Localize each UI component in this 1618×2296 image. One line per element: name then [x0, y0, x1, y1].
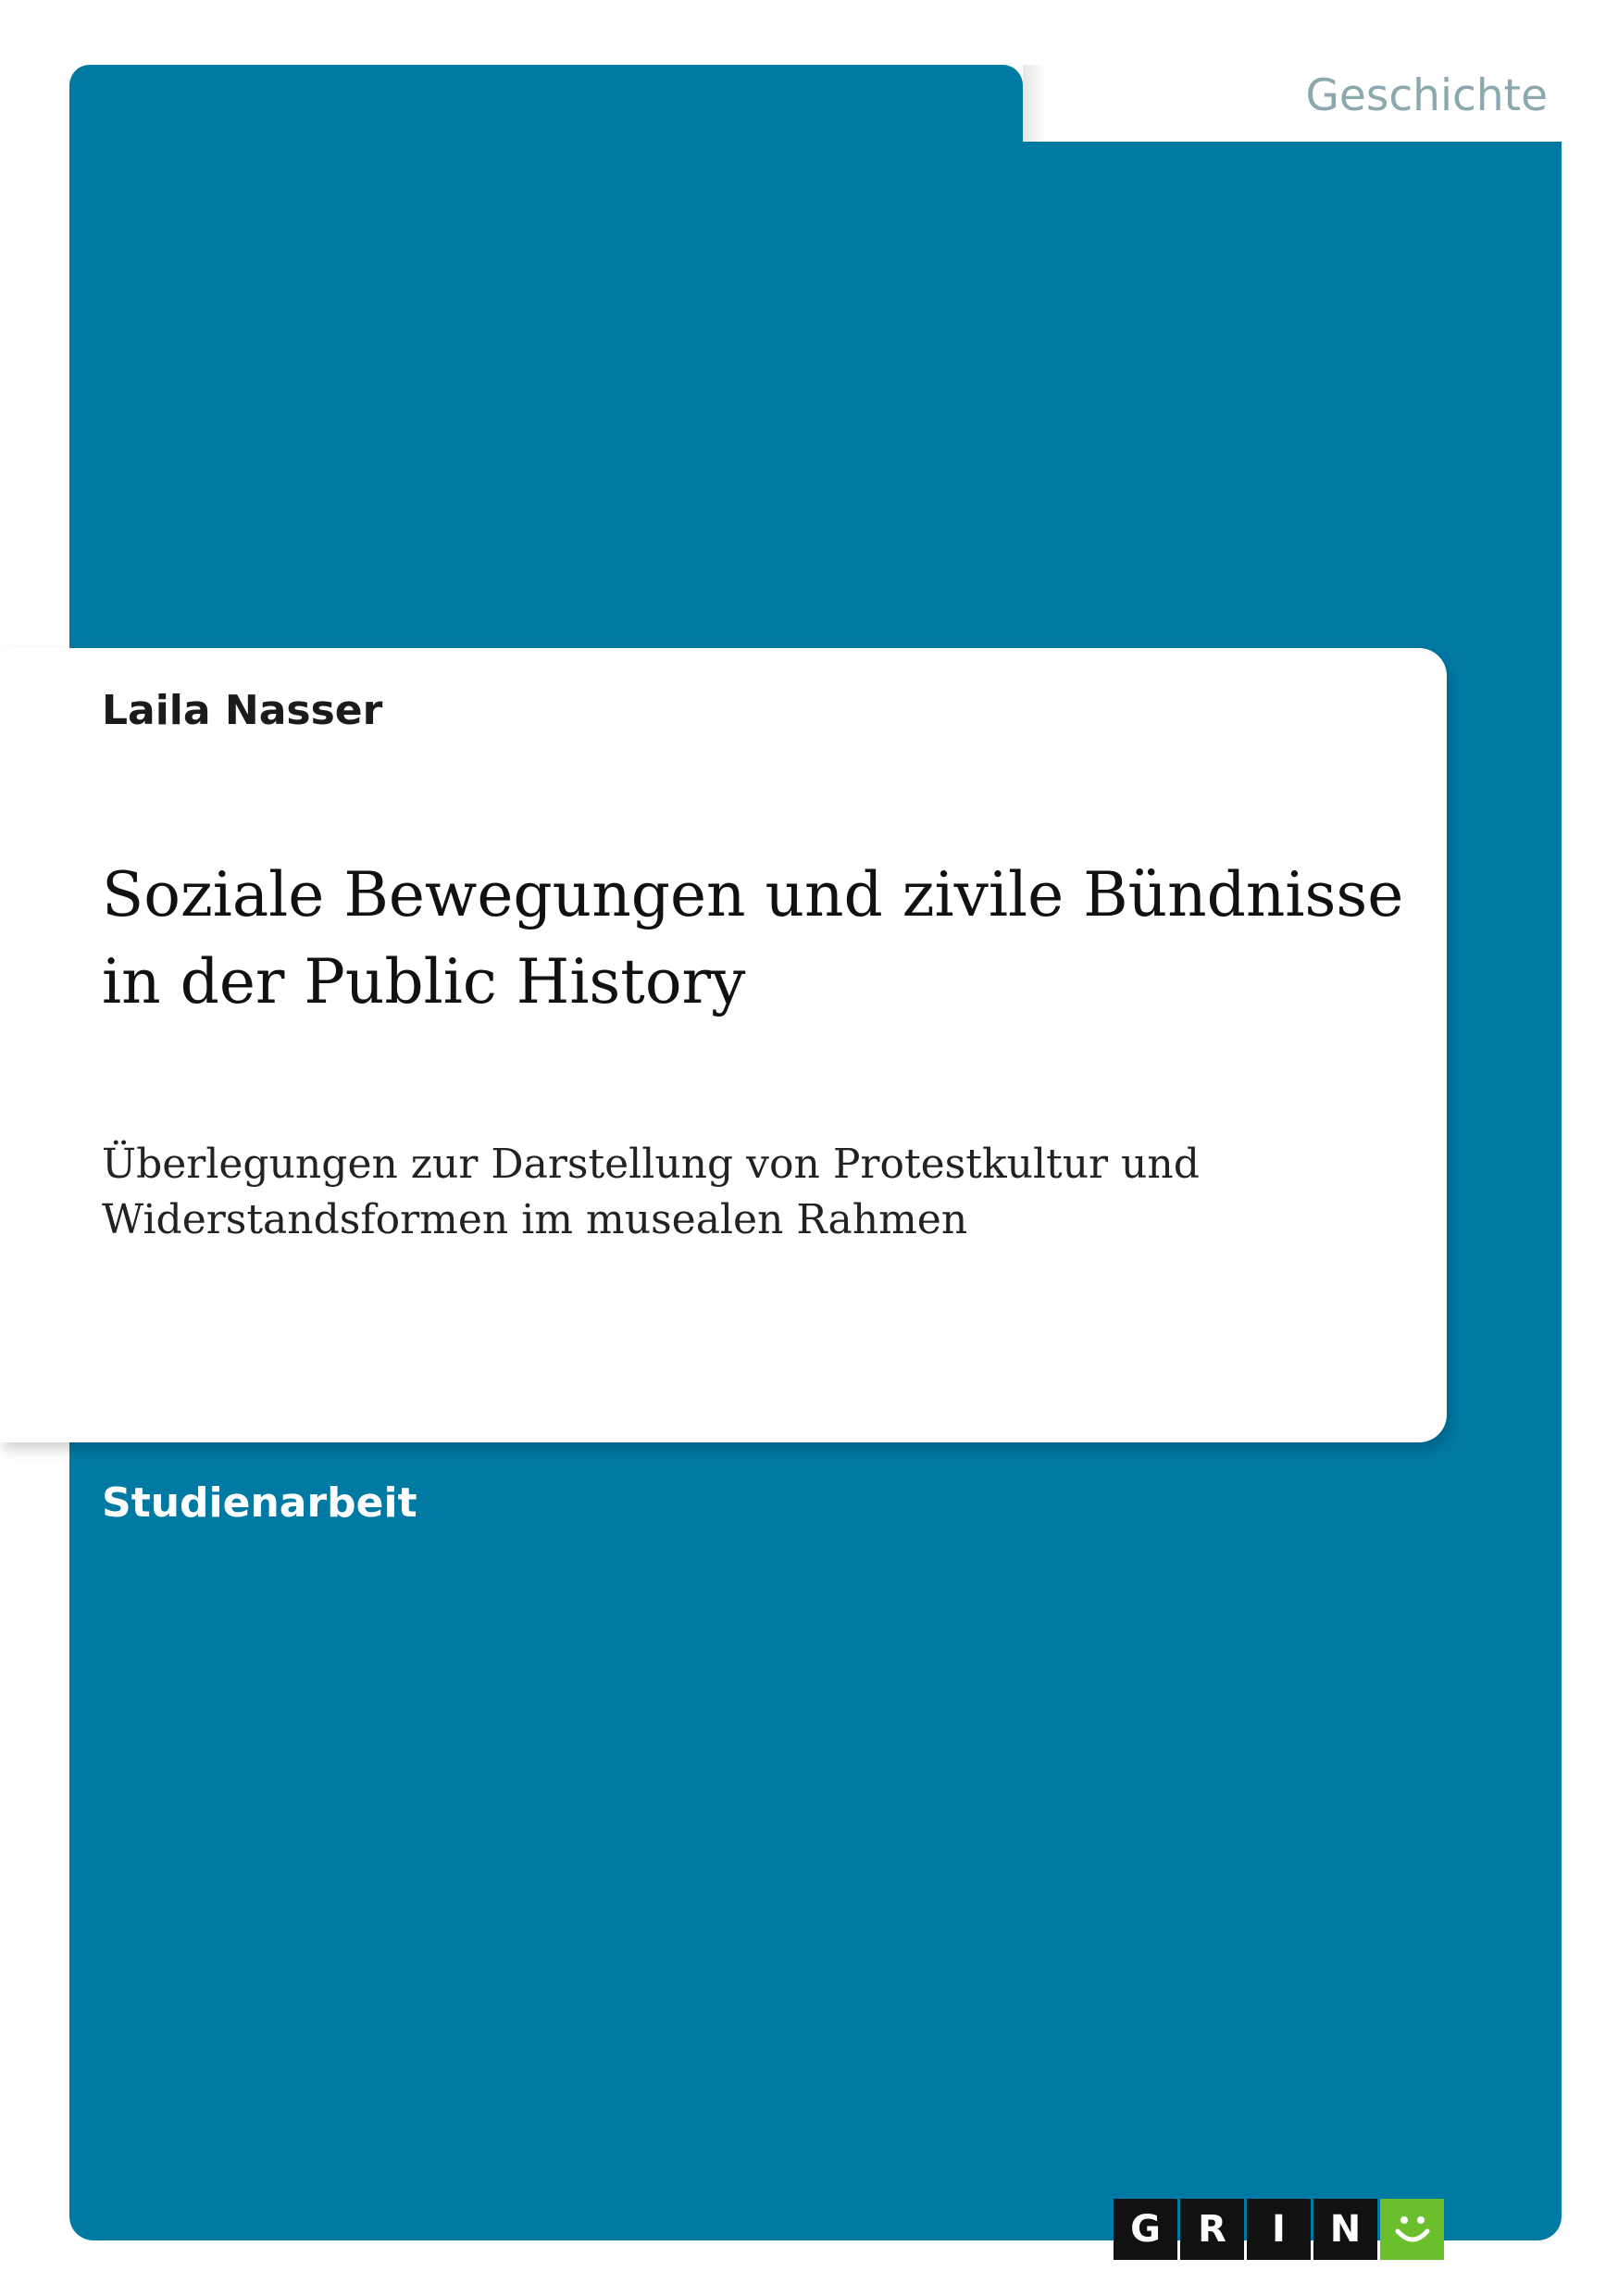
logo-letter-g: G [1114, 2199, 1177, 2260]
publisher-logo [1114, 2199, 1444, 2260]
author-name: Laila Nasser [102, 687, 383, 734]
logo-letter-i: I [1247, 2199, 1311, 2260]
logo-letter-r: R [1180, 2199, 1244, 2260]
document-type: Studienarbeit [102, 1479, 417, 1527]
tab-shadow [1023, 65, 1045, 142]
book-title: Soziale Bewegungen und zivile Bündnisse in der Public History [102, 859, 1404, 1017]
book-subtitle: Überlegungen zur Darstellung von Protestkultur und Widerstandsformen im musealen Rahmen [102, 1141, 1200, 1243]
cover-background-right [1023, 142, 1562, 639]
title-card [0, 648, 1447, 1442]
category-label: Geschichte [1305, 70, 1548, 121]
cover-background-top [69, 65, 1023, 639]
logo-letter-n: N [1313, 2199, 1377, 2260]
smile-icon [1380, 2199, 1444, 2260]
